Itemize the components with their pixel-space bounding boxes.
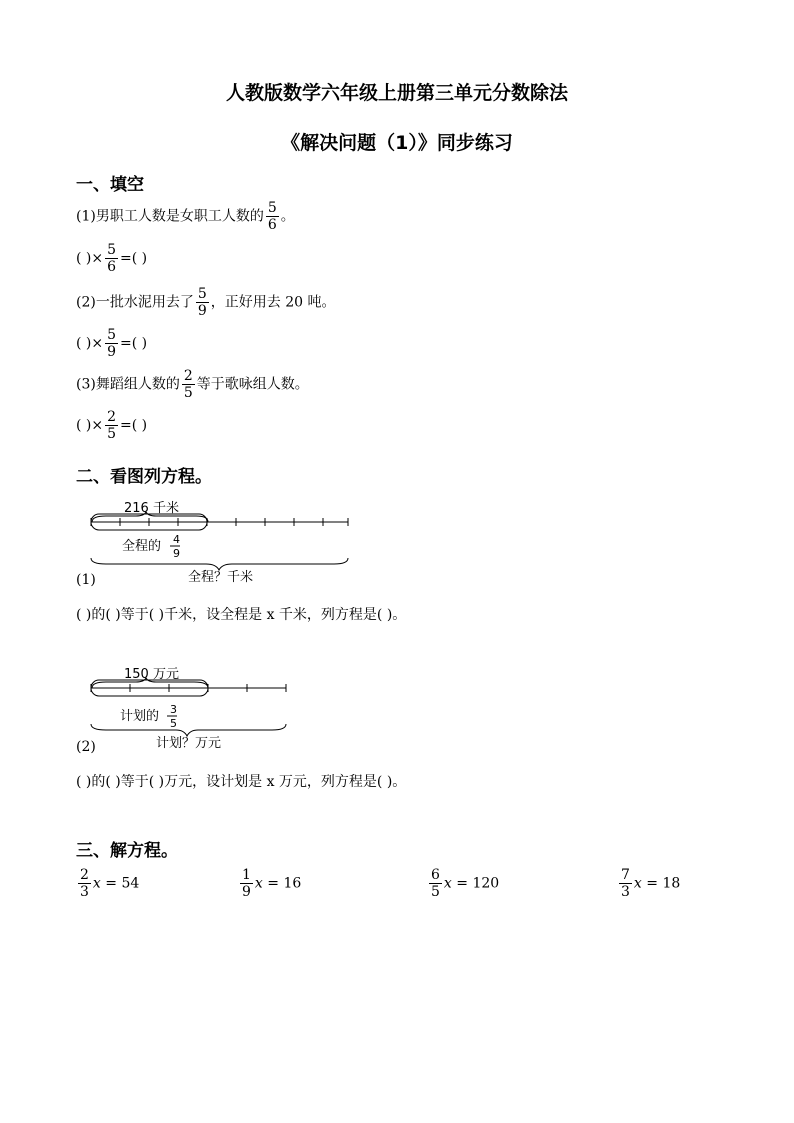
bottom-label: 计划？万元 [156,736,222,751]
section-heading-solve-equations: 三、解方程。 [76,841,178,861]
blank-left: ( )× [76,250,104,267]
fraction: $\frac{5}{6}$ [107,242,117,275]
fraction: $\frac{5}{9}$ [197,286,207,319]
question-1 [76,201,295,232]
equation-4: $\frac{7}{3}$ x = 18 [621,867,681,900]
fraction-denominator: 5 [170,717,177,730]
question-text: (1)男职工人数是女职工人数的 [76,208,264,225]
answer-line-1 [76,243,147,274]
question-text-end: ，正好用去 20 吨。 [210,294,336,311]
diagram-sentence-1: ( )的( )等于( )千米，设全程是 x 千米，列方程是( )。 [76,607,407,623]
fraction: $\frac{5}{9}$ [107,327,117,360]
fraction-denominator: 9 [173,547,180,560]
line-diagram-1 [76,492,366,588]
section-heading-diagram-equation: 二、看图列方程。 [76,467,212,487]
equation-2: $\frac{1}{9}$ x = 16 [242,867,302,900]
part-label: 计划的 [120,709,160,724]
fraction: $\frac{1}{9}$ [242,867,251,900]
diagram-sentence-2: ( )的( )等于( )万元，设计划是 x 万元，列方程是( )。 [76,774,407,790]
blank-right: =( ) [120,335,148,352]
question-text: (2)一批水泥用去了 [76,294,194,311]
top-label: 216 千米 [124,501,179,516]
diagram-index-1: (1) [76,572,96,588]
question-3 [76,369,309,400]
page-title: 人教版数学六年级上册第三单元分数除法 [225,82,568,104]
bottom-label: 全程？千米 [188,570,254,585]
equation-3: $\frac{6}{5}$ x = 120 [431,867,500,900]
fraction: $\frac{2}{3}$ [80,867,89,900]
fraction: $\frac{2}{5}$ [183,368,193,401]
page-subtitle: 《解决问题（1）》同步练习 [281,132,513,154]
blank-right: =( ) [120,417,148,434]
top-label: 150 万元 [124,667,179,682]
answer-line-3 [76,410,147,441]
diagram-index-2: (2) [76,739,96,755]
question-text-end: 。 [280,208,295,225]
question-text-end: 等于歌咏组人数。 [196,376,309,393]
answer-line-2 [76,328,147,359]
fraction-numerator: 4 [173,533,180,546]
question-text: (3)舞蹈组人数的 [76,376,180,393]
fraction: $\frac{6}{5}$ [431,867,440,900]
blank-left: ( )× [76,417,104,434]
bottom-brace [91,724,286,736]
fraction: $\frac{2}{5}$ [107,409,117,442]
section-heading-fill-blank: 一、填空 [76,175,144,195]
bottom-brace [91,558,348,570]
blank-left: ( )× [76,335,104,352]
fraction-numerator: 3 [170,703,177,716]
question-2 [76,287,335,318]
fraction: $\frac{7}{3}$ [621,867,630,900]
line-diagram-2 [76,658,296,754]
part-label: 全程的 [122,539,162,554]
blank-right: =( ) [120,250,148,267]
fraction: $\frac{5}{6}$ [267,200,277,233]
equation-1: $\frac{2}{3}$ x = 54 [80,867,140,900]
